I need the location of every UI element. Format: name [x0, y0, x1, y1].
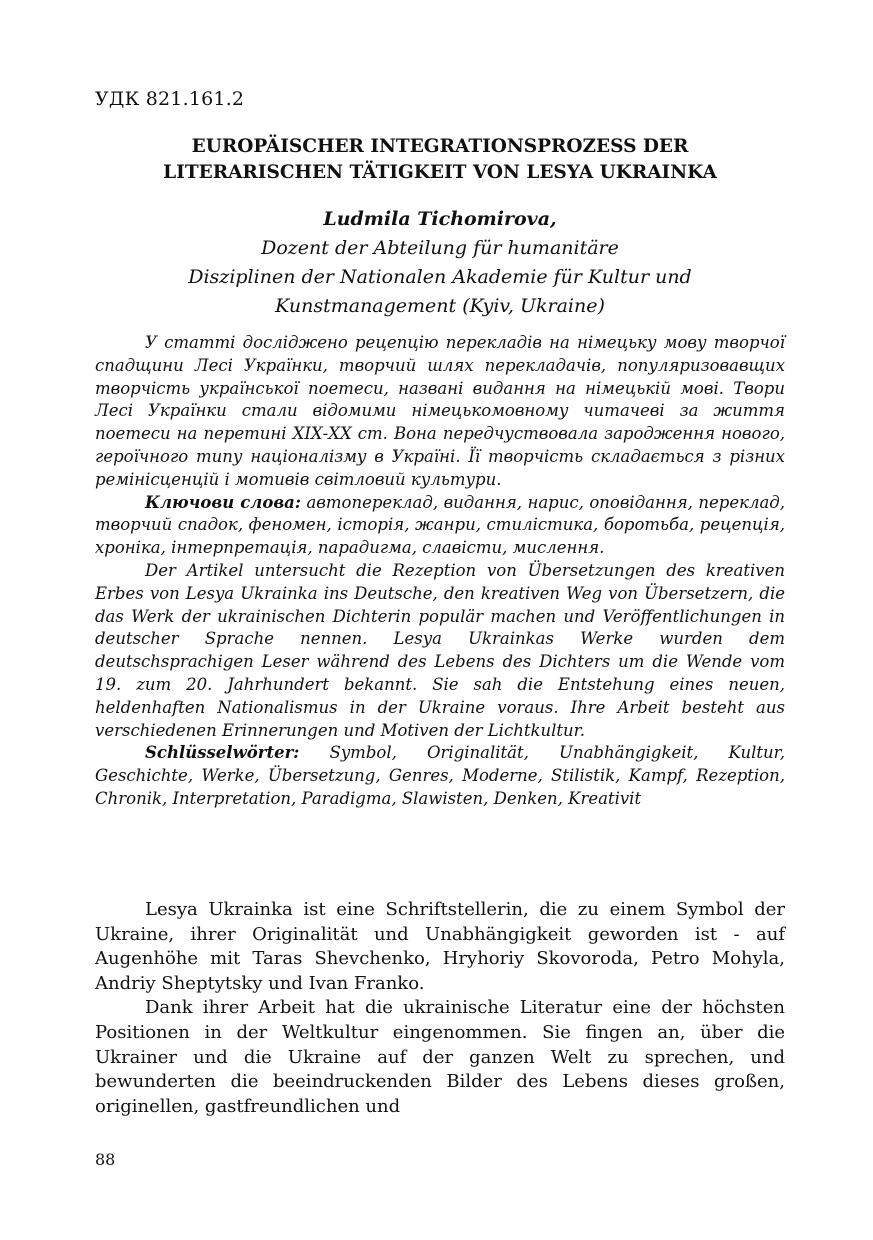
keywords-ukrainian-label: Ключови слова:	[145, 492, 301, 512]
body-paragraph-2: Dank ihrer Arbeit hat die ukrainische Literatur eine der höchsten Positionen in der Weltkultur eingenommen. Sie fingen an, über die Ukrainer und die Ukraine auf der ganzen Welt zu sprechen, und bewunderten die beeindruckenden Bilder des Lebens dieses großen, originellen, gastfreundlichen und	[95, 997, 785, 1117]
keywords-german-text: Symbol, Originalität, Unabhängigkeit, Kultur, Geschichte, Werke, Übersetzung, Genres, Moderne, Stilistik, Kampf, Rezeption, Chronik, Interpretation, Paradigma, Slawisten, Denken, Kreativit	[95, 743, 786, 808]
keywords-german-label: Schlüsselwörter:	[145, 743, 300, 763]
abstract-section	[95, 332, 785, 811]
keywords-ukrainian-text: автопереклад, видання, нарис, оповідання, переклад, творчий спадок, феномен, історія, жанри, стилістика, боротьба, рецепція, хроніка, інтерпретація, парадигма, славісти, мислення.	[95, 492, 785, 558]
article-title	[95, 134, 785, 186]
abstract-ukrainian: У статті досліджено рецепцію перекладів на німецьку мову творчої спадщини Лесі Українки, творчий шлях перекладачів, популяризовавщих творчість української поетеси, названі видання на німецькій мові. Твори Лесі Українки стали відомими німецькомовному читачеві за життя поетеси на перетині ХІХ-ХХ ст. Вона передчуствовала зародження нового, героїчного типу націоналізму в Україні. Її творчість складається з різних ремінісценцій і мотивів світловий культури.	[95, 333, 785, 489]
body-paragraph-1: Lesya Ukrainka ist eine Schriftstellerin, die zu einem Symbol der Ukraine, ihrer Originalität und Unabhängigkeit geworden ist - auf Augenhöhe mit Taras Shevchenko, Hryhoriy Skovoroda, Petro Mohyla, Andriy Sheptytsky und Ivan Franko.	[95, 899, 785, 994]
author-block	[95, 205, 785, 321]
author-affiliation-line-1: Dozent der Abteilung für humanitäre	[261, 237, 619, 259]
author-affiliation-line-3: Kunstmanagement (Kyiv, Ukraine)	[275, 295, 605, 317]
keywords-ukrainian	[95, 492, 785, 560]
abstract-german: Der Artikel untersucht die Rezeption von Übersetzungen des kreativen Erbes von Lesya Ukrainka ins Deutsche, den kreativen Weg von Übersetzern, die das Werk der ukrainischen Dichterin populär machen und Veröffentlichungen in deutscher Sprache nennen. Lesya Ukrainkas Werke wurden dem deutschsprachigen Leser während des Lebens des Dichters um die Wende vom 19. zum 20. Jahrhundert bekannt. Sie sah die Entstehung eines neuen, heldenhaften Nationalismus in der Ukraine voraus. Ihre Arbeit besteht aus verschiedenen Erinnerungen und Motiven der Lichtkultur.	[95, 560, 785, 740]
article-body	[95, 898, 785, 1119]
page-number: 88	[95, 1150, 116, 1169]
udc-code: УДК 821.161.2	[95, 88, 245, 110]
author-affiliation-line-2: Disziplinen der Nationalen Akademie für Kultur und	[188, 266, 692, 288]
article-title-line-1: EUROPÄISCHER INTEGRATIONSPROZESS DER	[191, 136, 689, 157]
author-name: Ludmila Tichomirova,	[323, 208, 557, 230]
article-title-line-2: LITERARISCHEN TÄTIGKEIT VON LESYA UKRAINKA	[163, 162, 717, 183]
keywords-german	[95, 742, 785, 810]
